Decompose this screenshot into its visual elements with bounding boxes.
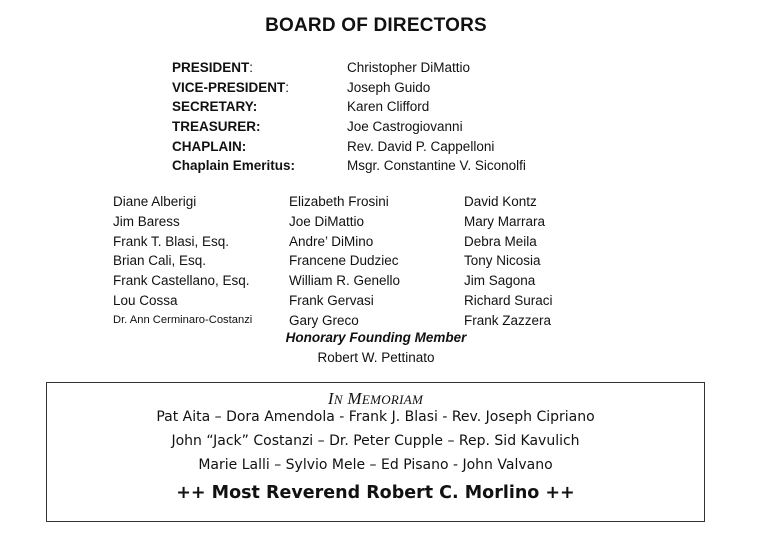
member-name: Frank Castellano, Esq. bbox=[113, 273, 250, 289]
officer-name: Msgr. Constantine V. Siconolfi bbox=[347, 158, 526, 174]
officer-row-president bbox=[172, 58, 526, 78]
honorary-label: Honorary Founding Member bbox=[285, 330, 467, 345]
memoriam-names-line: John “Jack” Costanzi – Dr. Peter Cupple – Rep. Sid Kavulich bbox=[171, 433, 580, 449]
member-name: Frank Gervasi bbox=[289, 292, 374, 308]
board-members bbox=[113, 192, 574, 331]
member-name: Joe DiMattio bbox=[289, 213, 365, 229]
members-column-3 bbox=[464, 192, 574, 331]
member-name: Mary Marrara bbox=[464, 213, 546, 229]
member-name: Gary Greco bbox=[289, 312, 359, 328]
page-title: BOARD OF DIRECTORS bbox=[265, 15, 487, 36]
member-name: Richard Suraci bbox=[464, 292, 553, 308]
officer-name: Joe Castrogiovanni bbox=[347, 119, 463, 135]
member-name: Frank T. Blasi, Esq. bbox=[113, 233, 230, 249]
memoriam-names-line: Marie Lalli – Sylvio Mele – Ed Pisano - John Valvano bbox=[198, 457, 553, 473]
member-name: Tony Nicosia bbox=[464, 253, 541, 269]
officer-name: Rev. David P. Cappelloni bbox=[347, 138, 495, 154]
in-memoriam-box bbox=[46, 382, 705, 522]
member-name: William R. Genello bbox=[289, 273, 401, 289]
member-name: Debra Meila bbox=[464, 233, 537, 249]
member-name: Frank Zazzera bbox=[464, 312, 552, 328]
member-name: Dr. Ann Cerminaro-Costanzi bbox=[113, 313, 253, 326]
officer-role: PRESIDENT: bbox=[172, 60, 254, 76]
memoriam-final-line: ++ Most Reverend Robert C. Morlino ++ bbox=[176, 483, 575, 503]
officer-row-chaplain-emeritus bbox=[172, 156, 526, 176]
member-name: Jim Baress bbox=[113, 213, 180, 229]
member-name: Andre’ DiMino bbox=[289, 233, 374, 249]
officer-row-vice-president bbox=[172, 78, 526, 98]
in-memoriam-title: IN MEMORIAM bbox=[327, 389, 424, 408]
members-column-1 bbox=[113, 192, 289, 331]
officer-name: Christopher DiMattio bbox=[347, 60, 471, 76]
officer-row-secretary bbox=[172, 97, 526, 117]
officer-row-treasurer bbox=[172, 117, 526, 137]
officer-role: SECRETARY: bbox=[172, 99, 258, 115]
honorary-name: Robert W. Pettinato bbox=[317, 350, 435, 365]
officer-role: VICE-PRESIDENT: bbox=[172, 79, 290, 95]
member-name: Brian Cali, Esq. bbox=[113, 253, 207, 269]
member-name: Jim Sagona bbox=[464, 273, 536, 289]
officer-name: Joseph Guido bbox=[347, 79, 431, 95]
officer-row-chaplain bbox=[172, 136, 526, 156]
memoriam-names-line: Pat Aita – Dora Amendola - Frank J. Blasi - Rev. Joseph Cipriano bbox=[156, 409, 595, 425]
officer-role: CHAPLAIN: bbox=[172, 138, 247, 154]
officer-name: Karen Clifford bbox=[347, 99, 430, 115]
officers-list bbox=[172, 58, 526, 176]
members-column-2 bbox=[289, 192, 464, 331]
member-name: Diane Alberigi bbox=[113, 194, 197, 209]
member-name: Elizabeth Frosini bbox=[289, 194, 389, 209]
member-name: David Kontz bbox=[464, 194, 537, 209]
officer-role: TREASURER: bbox=[172, 119, 261, 135]
member-name: Lou Cossa bbox=[113, 292, 178, 308]
member-name: Francene Dudziec bbox=[289, 253, 399, 269]
officer-role: Chaplain Emeritus: bbox=[172, 158, 296, 174]
